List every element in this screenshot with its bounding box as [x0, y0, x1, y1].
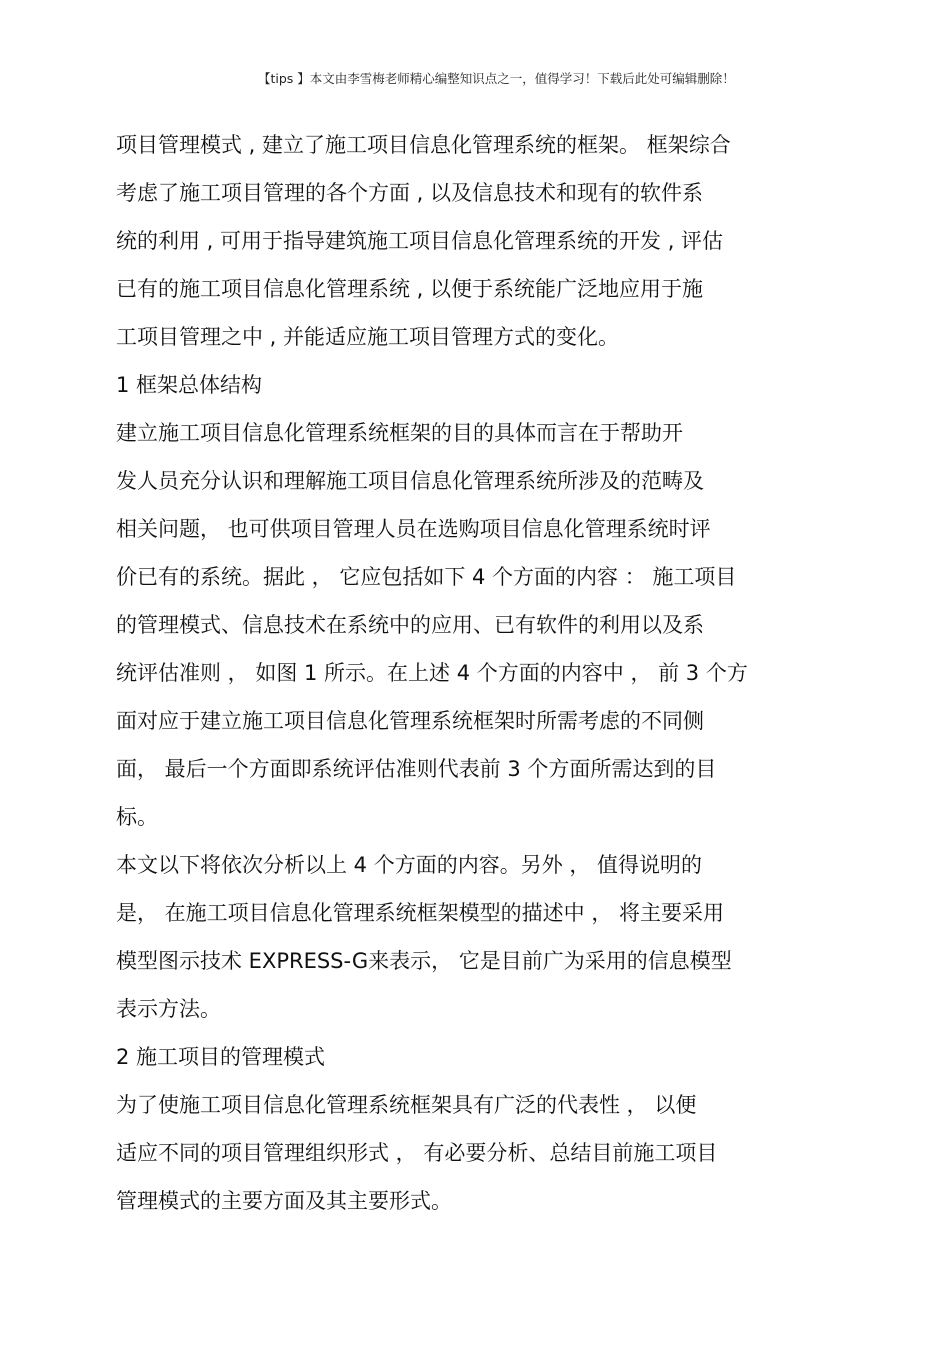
text-line-21: 为了使施工项目信息化管理系统框架具有广泛的代表性 ， 以便: [116, 1093, 697, 1117]
text-line-2: 考虑了施工项目管理的各个方面 , 以及信息技术和现有的软件系: [116, 181, 704, 205]
text-line-22: 适应不同的项目管理组织形式 ， 有必要分析、总结目前施工项目: [116, 1141, 718, 1165]
section-heading-2: 2 施工项目的管理模式: [116, 1045, 326, 1069]
text-line-15: 标。: [116, 805, 158, 829]
text-line-18: 模型图示技术 EXPRESS-G来表示， 它是目前广为采用的信息模型: [116, 949, 732, 973]
text-line-8: 发人员充分认识和理解施工项目信息化管理系统所涉及的范畴及: [116, 469, 704, 493]
text-line-9: 相关问题， 也可供项目管理人员在选购项目信息化管理系统时评: [116, 517, 711, 541]
text-line-1: 项目管理模式 , 建立了施工项目信息化管理系统的框架。 框架综合: [116, 133, 731, 157]
text-line-12: 统评估准则 ， 如图 1 所示。在上述 4 个方面的内容中 ， 前 3 个方: [116, 661, 748, 685]
text-line-10: 价已有的系统。据此 ， 它应包括如下 4 个方面的内容 ： 施工项目: [116, 565, 737, 589]
text-line-17: 是， 在施工项目信息化管理系统框架模型的描述中 ， 将主要采用: [116, 901, 725, 925]
text-line-4: 已有的施工项目信息化管理系统 , 以便于系统能广泛地应用于施: [116, 277, 704, 301]
text-line-13: 面对应于建立施工项目信息化管理系统框架时所需考虑的不同侧: [116, 709, 704, 733]
text-line-14: 面， 最后一个方面即系统评估准则代表前 3 个方面所需达到的目: [116, 757, 717, 781]
tips-header: 【tips 】本文由李雪梅老师精心编整知识点之一，值得学习！下载后此处可编辑删除！: [258, 71, 735, 86]
text-line-7: 建立施工项目信息化管理系统框架的目的具体而言在于帮助开: [116, 421, 683, 445]
section-heading-1: 1 框架总体结构: [116, 373, 263, 397]
text-line-11: 的管理模式、信息技术在系统中的应用、已有软件的利用以及系: [116, 613, 704, 637]
text-line-3: 统的利用 , 可用于指导建筑施工项目信息化管理系统的开发 , 评估: [116, 229, 724, 253]
text-line-19: 表示方法。: [116, 997, 221, 1021]
text-line-23: 管理模式的主要方面及其主要形式。: [116, 1189, 452, 1213]
text-line-16: 本文以下将依次分析以上 4 个方面的内容。另外 ， 值得说明的: [116, 853, 703, 877]
text-line-5: 工项目管理之中 , 并能适应施工项目管理方式的变化。: [116, 325, 620, 349]
